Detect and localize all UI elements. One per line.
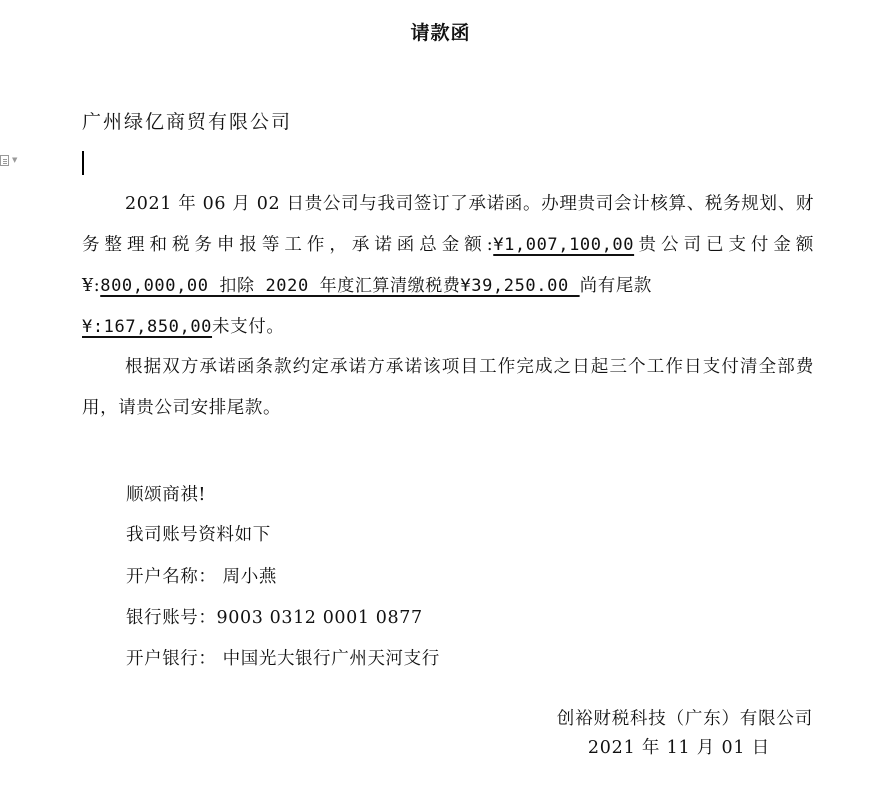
closing-greeting: 顺颂商祺!: [126, 485, 207, 505]
paragraph-text: 2021 年 06 月 02 日贵公司与我司签订了承诺函。办理贵司会计核算、税务规划、财务整理和税务申报等工作，承诺函总金额:: [82, 194, 814, 255]
paragraph-text: 未支付。: [212, 317, 285, 337]
account-intro: 我司账号资料如下: [126, 525, 271, 545]
signature-company: 创裕财税科技（广东）有限公司: [556, 709, 813, 729]
recipient-name: 广州绿亿商贸有限公司: [82, 111, 293, 133]
paid-amount-clause: 800,000,00 扣除 2020 年度汇算清缴税费¥39,250.00: [100, 276, 580, 296]
paragraph-text: 贵公司已支付金额¥:: [82, 235, 814, 296]
chevron-down-icon: ▼: [12, 156, 18, 164]
paragraph-request: [82, 184, 814, 348]
document-title: 请款函: [410, 22, 471, 44]
account-holder: 开户名称： 周小燕: [126, 567, 277, 587]
account-number: 银行账号：9003 0312 0001 0877: [126, 608, 423, 628]
text-cursor: [82, 151, 84, 175]
total-amount: ¥1,007,100,00: [493, 235, 635, 255]
paragraph-terms: 根据双方承诺函条款约定承诺方承诺该项目工作完成之日起三个工作日支付清全部费用，请贵公司安排尾款。: [82, 357, 814, 418]
paragraph-marker[interactable]: [0, 153, 24, 167]
bank-name: 开户银行： 中国光大银行广州天河支行: [126, 649, 440, 669]
signature-date: 2021 年 11 月 01 日: [587, 738, 770, 758]
paragraph-text: 尚有尾款: [579, 276, 653, 296]
remaining-amount: ¥:167,850,00: [82, 317, 213, 337]
document-icon: [0, 155, 9, 166]
